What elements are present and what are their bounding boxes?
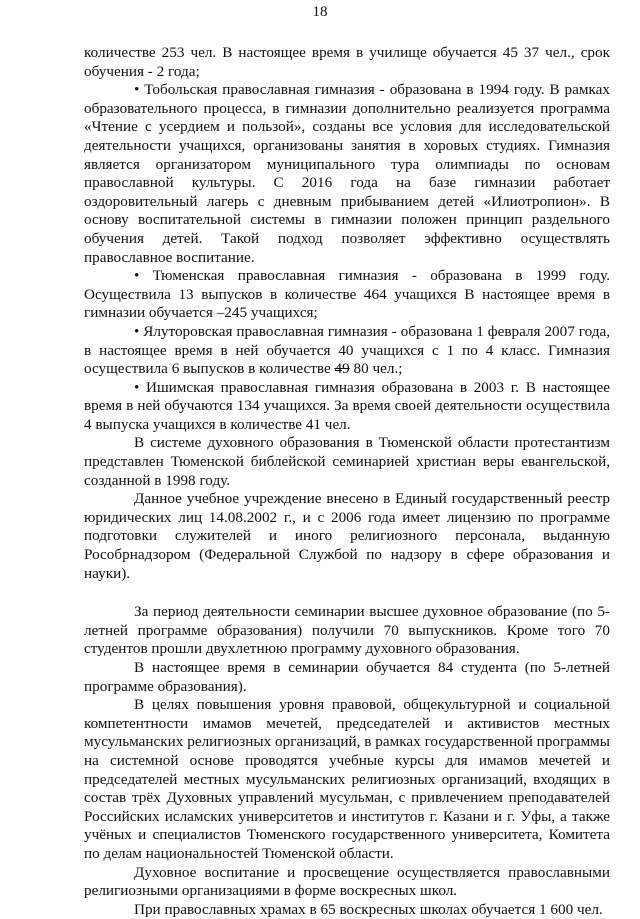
paragraph: • Тобольская православная гимназия - образована в 1994 году. В рамках образовательного процесса, в гимназии дополнительно реализуется программа «Чтение с усердием и пользой», созданы все условия для исследовательской деятельности учащихся, организованы занятия в хоровых студиях. Гимназия является организатором муниципального тура олимпиады по основам православной культуры. С 2016 года на базе гимназии работает оздоровительный лагерь с дневным прибыванием детей «Илиотропион». В основу воспитательной системы в гимназии положен принцип раздельного обучения детей. Такой подход позволяет эффективно осуществлять православное воспитание. bbox=[84, 81, 610, 266]
paragraph bbox=[84, 323, 610, 379]
paragraph: Духовное воспитание и просвещение осуществляется православными религиозными организациями в форме воскресных школ. bbox=[84, 863, 610, 900]
paragraph: При православных храмах в 65 воскресных школах обучается 1 600 чел. bbox=[134, 900, 603, 918]
paragraph: • Тюменская православная гимназия - образована в 1999 году. Осуществила 13 выпусков в количестве 464 учащихся В настоящее время в гимназии обучается –245 учащихся; bbox=[84, 267, 610, 322]
paragraph: В настоящее время в семинарии обучается 84 студента (по 5-летней программе образования). bbox=[84, 659, 610, 695]
paragraph-text: • Ялуторовская православная гимназия - образована 1 февраля 2007 года, в настоящее время в ней обучается 40 учащихся с 1 по 4 класс. Гимназия осуществила 6 выпусков в количестве bbox=[84, 322, 610, 378]
document-body bbox=[84, 44, 610, 919]
paragraph: В целях повышения уровня правовой, общекультурной и социальной компетентности имамов мечетей, председателей и активистов местных мусульманских религиозных организаций, в рамках государственной программы на системной основе проводятся учебные курсы для имамов мечетей и председателей местных мусульманских религиозных организаций, входящих в состав трёх Духовных управлений мусульман, с привлечением преподавателей Российских исламских университетов и институтов г. Казани и г. Уфы, а также учёных и специалистов Тюменского государственного университета, Комитета по делам национальностей Тюменской области. bbox=[84, 696, 610, 862]
paragraph: количестве 253 чел. В настоящее время в училище обучается 45 37 чел., срок обучения - 2 года; bbox=[84, 44, 610, 80]
paragraph: За период деятельности семинарии высшее духовное образование (по 5-летней программе образования) получили 70 выпускников. Кроме того 70 студентов прошли двухлетнюю программу духовного образования. bbox=[84, 603, 610, 658]
paragraph: • Ишимская православная гимназия образована в 2003 г. В настоящее время в ней обучаются 134 учащихся. За время своей деятельности осуществила 4 выпуска учащихся в количестве 41 чел. bbox=[84, 378, 610, 433]
struck-value: 49 bbox=[334, 360, 350, 378]
paragraph-gap bbox=[84, 583, 610, 603]
paragraph-text: 80 чел.; bbox=[349, 360, 403, 378]
paragraph: В системе духовного образования в Тюменской области протестантизм представлен Тюменской библейской семинарией христиан веры евангельской, созданной в 1998 году. bbox=[84, 434, 610, 489]
page-number: 18 bbox=[312, 4, 328, 20]
paragraph: Данное учебное учреждение внесено в Единый государственный реестр юридических лиц 14.08.2002 г., и с 2006 года имеет лицензию по программе подготовки служителей и иного религиозного персонала, выданную Рособрнадзором (Федеральной Службой по надзору в сфере образования и науки). bbox=[84, 490, 610, 582]
